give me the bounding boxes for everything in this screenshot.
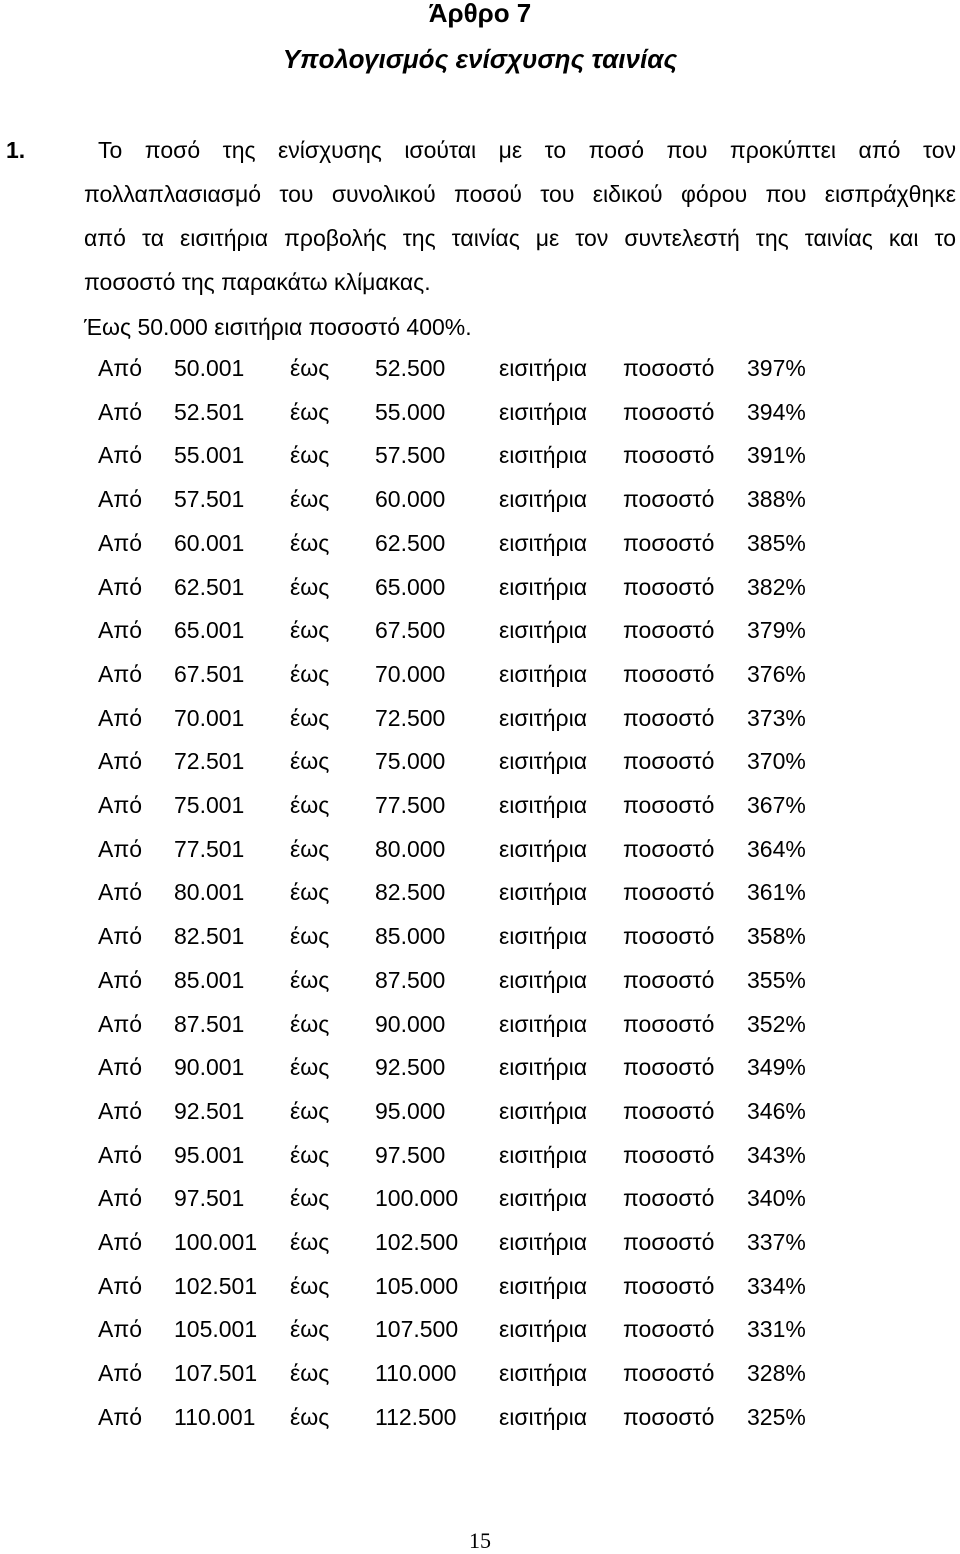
percent-value: 367% xyxy=(747,792,806,819)
label-pososto: ποσοστό xyxy=(623,879,715,906)
label-eos: έως xyxy=(290,1316,330,1343)
label-pososto: ποσοστό xyxy=(623,442,715,469)
label-pososto: ποσοστό xyxy=(623,355,715,381)
range-from: 102.501 xyxy=(174,1272,258,1299)
range-to: 105.000 xyxy=(375,1272,459,1299)
label-tickets: εισιτήρια xyxy=(499,879,588,906)
label-pososto: ποσοστό xyxy=(623,1316,715,1343)
scale-row xyxy=(98,609,817,653)
percent-value: 358% xyxy=(747,923,806,950)
label-tickets: εισιτήρια xyxy=(499,529,588,556)
range-from: 95.001 xyxy=(174,1141,245,1168)
label-eos: έως xyxy=(290,792,330,819)
scale-row xyxy=(98,347,817,391)
range-to: 75.000 xyxy=(375,748,446,775)
label-pososto: ποσοστό xyxy=(623,1229,715,1256)
label-eos: έως xyxy=(290,529,330,556)
label-pososto: ποσοστό xyxy=(623,1010,715,1037)
range-to: 95.000 xyxy=(375,1097,446,1124)
label-apo: Από xyxy=(98,1316,143,1343)
percent-value: 328% xyxy=(747,1360,806,1387)
label-pososto: ποσοστό xyxy=(623,1097,715,1124)
range-from: 72.501 xyxy=(174,748,245,775)
label-eos: έως xyxy=(290,355,330,381)
label-pososto: ποσοστό xyxy=(623,398,715,425)
label-eos: έως xyxy=(290,573,330,600)
range-to: 67.500 xyxy=(375,617,446,644)
range-from: 50.001 xyxy=(174,355,245,381)
label-apo: Από xyxy=(98,923,143,950)
range-to: 97.500 xyxy=(375,1141,446,1168)
label-pososto: ποσοστό xyxy=(623,923,715,950)
page-number: 15 xyxy=(469,1528,491,1553)
label-apo: Από xyxy=(98,1054,143,1081)
percent-value: 325% xyxy=(747,1403,806,1430)
percent-value: 349% xyxy=(747,1054,806,1081)
label-apo: Από xyxy=(98,1010,143,1037)
label-eos: έως xyxy=(290,1097,330,1124)
range-from: 75.001 xyxy=(174,792,245,819)
label-eos: έως xyxy=(290,835,330,862)
label-apo: Από xyxy=(98,748,143,775)
label-tickets: εισιτήρια xyxy=(499,442,588,469)
percent-value: 331% xyxy=(747,1316,806,1343)
range-to: 102.500 xyxy=(375,1229,459,1256)
range-to: 70.000 xyxy=(375,660,446,687)
label-apo: Από xyxy=(98,835,143,862)
label-eos: έως xyxy=(290,879,330,906)
article-number: Άρθρο 7 xyxy=(428,0,532,28)
label-pososto: ποσοστό xyxy=(623,660,715,687)
label-pososto: ποσοστό xyxy=(623,617,715,644)
scale-row xyxy=(98,1134,817,1178)
scale-row xyxy=(98,1090,817,1134)
range-to: 110.000 xyxy=(375,1360,457,1387)
percent-value: 337% xyxy=(747,1229,806,1256)
label-tickets: εισιτήρια xyxy=(499,923,588,950)
label-eos: έως xyxy=(290,1229,330,1256)
label-apo: Από xyxy=(98,1185,143,1212)
label-eos: έως xyxy=(290,617,330,644)
range-to: 77.500 xyxy=(375,792,446,819)
paragraph-line: ποσοστό της παρακάτω κλίμακας. xyxy=(84,269,431,295)
percent-value: 388% xyxy=(747,486,806,513)
percent-value: 397% xyxy=(747,355,806,381)
label-tickets: εισιτήρια xyxy=(499,1097,588,1124)
label-apo: Από xyxy=(98,879,143,906)
label-apo: Από xyxy=(98,1097,143,1124)
range-to: 100.000 xyxy=(375,1185,459,1212)
percent-value: 373% xyxy=(747,704,806,731)
label-pososto: ποσοστό xyxy=(623,486,715,513)
range-from: 97.501 xyxy=(174,1185,245,1212)
label-eos: έως xyxy=(290,966,330,993)
label-eos: έως xyxy=(290,923,330,950)
label-eos: έως xyxy=(290,442,330,469)
scale-row xyxy=(98,784,817,828)
label-tickets: εισιτήρια xyxy=(499,1054,588,1081)
label-pososto: ποσοστό xyxy=(623,966,715,993)
label-apo: Από xyxy=(98,660,143,687)
label-tickets: εισιτήρια xyxy=(499,355,588,381)
range-to: 107.500 xyxy=(375,1316,459,1343)
range-from: 67.501 xyxy=(174,660,245,687)
label-pososto: ποσοστό xyxy=(623,1141,715,1168)
label-pososto: ποσοστό xyxy=(623,1360,715,1387)
percent-value: 361% xyxy=(747,879,806,906)
range-to: 62.500 xyxy=(375,529,446,556)
label-eos: έως xyxy=(290,486,330,513)
label-pososto: ποσοστό xyxy=(623,1272,715,1299)
range-to: 112.500 xyxy=(375,1403,457,1430)
range-from: 55.001 xyxy=(174,442,245,469)
scale-row xyxy=(98,566,817,610)
label-tickets: εισιτήρια xyxy=(499,486,588,513)
label-apo: Από xyxy=(98,398,143,425)
label-apo: Από xyxy=(98,792,143,819)
label-apo: Από xyxy=(98,529,143,556)
paragraph-1 xyxy=(6,128,956,304)
label-eos: έως xyxy=(290,398,330,425)
range-to: 57.500 xyxy=(375,442,446,469)
label-pososto: ποσοστό xyxy=(623,529,715,556)
label-tickets: εισιτήρια xyxy=(499,617,588,644)
label-pososto: ποσοστό xyxy=(623,792,715,819)
range-to: 60.000 xyxy=(375,486,446,513)
paragraph-number: 1. xyxy=(6,137,26,163)
range-from: 92.501 xyxy=(174,1097,245,1124)
range-from: 105.001 xyxy=(174,1316,258,1343)
percent-value: 391% xyxy=(747,442,806,469)
label-apo: Από xyxy=(98,573,143,600)
percent-value: 382% xyxy=(747,573,806,600)
paragraph-line: Το ποσό της ενίσχυσης ισούται με το ποσό που προκύπτει από τον xyxy=(98,137,956,163)
scale-table-body xyxy=(98,347,817,1440)
range-from: 90.001 xyxy=(174,1054,245,1081)
label-tickets: εισιτήρια xyxy=(499,1229,588,1256)
label-pososto: ποσοστό xyxy=(623,835,715,862)
range-from: 70.001 xyxy=(174,704,245,731)
percent-value: 352% xyxy=(747,1010,806,1037)
label-tickets: εισιτήρια xyxy=(499,792,588,819)
range-from: 85.001 xyxy=(174,966,245,993)
label-eos: έως xyxy=(290,1403,330,1430)
range-from: 77.501 xyxy=(174,835,245,862)
range-to: 85.000 xyxy=(375,923,446,950)
label-tickets: εισιτήρια xyxy=(499,1360,588,1387)
label-tickets: εισιτήρια xyxy=(499,1141,588,1168)
range-to: 80.000 xyxy=(375,835,446,862)
label-pososto: ποσοστό xyxy=(623,1403,715,1430)
label-apo: Από xyxy=(98,1403,143,1430)
percent-value: 394% xyxy=(747,398,806,425)
label-tickets: εισιτήρια xyxy=(499,966,588,993)
label-tickets: εισιτήρια xyxy=(499,748,588,775)
label-tickets: εισιτήρια xyxy=(499,1403,588,1430)
percent-value: 343% xyxy=(747,1141,806,1168)
range-from: 110.001 xyxy=(174,1403,256,1430)
range-to: 52.500 xyxy=(375,355,446,381)
scale-row xyxy=(98,391,817,435)
label-pososto: ποσοστό xyxy=(623,748,715,775)
percent-value: 385% xyxy=(747,529,806,556)
label-eos: έως xyxy=(290,704,330,731)
label-pososto: ποσοστό xyxy=(623,1185,715,1212)
range-to: 92.500 xyxy=(375,1054,446,1081)
scale-row xyxy=(98,740,817,784)
article-title: Υπολογισμός ενίσχυσης ταινίας xyxy=(282,44,678,74)
label-tickets: εισιτήρια xyxy=(499,398,588,425)
range-from: 82.501 xyxy=(174,923,245,950)
scale-row xyxy=(98,1265,817,1309)
paragraph-line: πολλαπλασιασμό του συνολικού ποσού του ειδικού φόρου που εισπράχθηκε xyxy=(84,181,956,207)
label-tickets: εισιτήρια xyxy=(499,573,588,600)
paragraph-line: από τα εισιτήρια προβολής της ταινίας με τον συντελεστή της ταινίας και το xyxy=(84,225,956,251)
label-apo: Από xyxy=(98,1272,143,1299)
label-apo: Από xyxy=(98,966,143,993)
scale-row xyxy=(98,871,817,915)
scale-row xyxy=(98,828,817,872)
label-eos: έως xyxy=(290,748,330,775)
range-from: 57.501 xyxy=(174,486,245,513)
label-eos: έως xyxy=(290,1272,330,1299)
range-from: 87.501 xyxy=(174,1010,245,1037)
range-to: 90.000 xyxy=(375,1010,446,1037)
range-to: 87.500 xyxy=(375,966,446,993)
label-pososto: ποσοστό xyxy=(623,573,715,600)
label-apo: Από xyxy=(98,486,143,513)
scale-row xyxy=(98,1221,817,1265)
percent-value: 370% xyxy=(747,748,806,775)
range-from: 80.001 xyxy=(174,879,245,906)
percent-value: 376% xyxy=(747,660,806,687)
range-from: 52.501 xyxy=(174,398,245,425)
label-eos: έως xyxy=(290,660,330,687)
percent-value: 355% xyxy=(747,966,806,993)
range-from: 62.501 xyxy=(174,573,245,600)
label-tickets: εισιτήρια xyxy=(499,835,588,862)
range-from: 107.501 xyxy=(174,1360,258,1387)
label-apo: Από xyxy=(98,1360,143,1387)
range-to: 65.000 xyxy=(375,573,446,600)
label-pososto: ποσοστό xyxy=(623,704,715,731)
label-apo: Από xyxy=(98,1141,143,1168)
percent-value: 346% xyxy=(747,1097,806,1124)
scale-row xyxy=(98,1308,817,1352)
label-eos: έως xyxy=(290,1010,330,1037)
scale-row xyxy=(98,653,817,697)
range-from: 60.001 xyxy=(174,529,245,556)
upto-threshold-line: Έως 50.000 εισιτήρια ποσοστό 400%. xyxy=(84,314,472,340)
label-eos: έως xyxy=(290,1360,330,1387)
scale-row xyxy=(98,915,817,959)
percent-value: 364% xyxy=(747,835,806,862)
label-tickets: εισιτήρια xyxy=(499,1010,588,1037)
percent-value: 379% xyxy=(747,617,806,644)
scale-row xyxy=(98,697,817,741)
range-to: 72.500 xyxy=(375,704,446,731)
scale-row xyxy=(98,1177,817,1221)
label-apo: Από xyxy=(98,617,143,644)
label-eos: έως xyxy=(290,1185,330,1212)
label-apo: Από xyxy=(98,704,143,731)
range-to: 55.000 xyxy=(375,398,446,425)
range-from: 65.001 xyxy=(174,617,245,644)
scale-row xyxy=(98,1396,817,1440)
label-pososto: ποσοστό xyxy=(623,1054,715,1081)
label-tickets: εισιτήρια xyxy=(499,1272,588,1299)
scale-row xyxy=(98,522,817,566)
label-eos: έως xyxy=(290,1141,330,1168)
scale-row xyxy=(98,1046,817,1090)
scale-row xyxy=(98,959,817,1003)
scale-row xyxy=(98,1003,817,1047)
label-apo: Από xyxy=(98,1229,143,1256)
scale-row xyxy=(98,434,817,478)
label-tickets: εισιτήρια xyxy=(499,660,588,687)
label-apo: Από xyxy=(98,355,143,381)
scale-row xyxy=(98,478,817,522)
label-tickets: εισιτήρια xyxy=(499,1185,588,1212)
percent-value: 340% xyxy=(747,1185,806,1212)
range-from: 100.001 xyxy=(174,1229,258,1256)
label-apo: Από xyxy=(98,442,143,469)
label-eos: έως xyxy=(290,1054,330,1081)
percent-value: 334% xyxy=(747,1272,806,1299)
label-tickets: εισιτήρια xyxy=(499,704,588,731)
scale-table xyxy=(98,347,817,1440)
range-to: 82.500 xyxy=(375,879,446,906)
label-tickets: εισιτήρια xyxy=(499,1316,588,1343)
scale-row xyxy=(98,1352,817,1396)
